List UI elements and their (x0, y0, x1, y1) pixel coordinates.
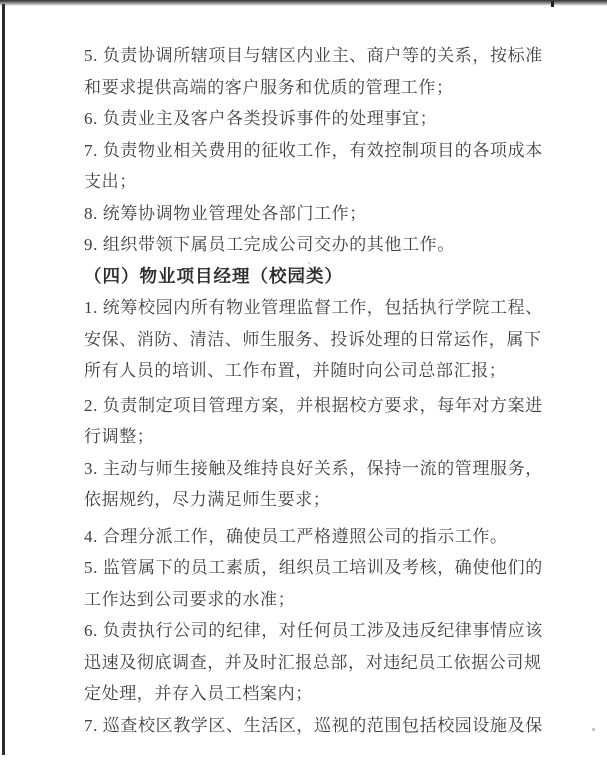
scan-left-edge-line (2, 4, 5, 755)
document-line: 7. 负责物业相关费用的征收工作，有效控制项目的各项成本 (84, 140, 543, 160)
document-line: 5. 监管属下的员工素质，组织员工培训及考核，确使他们的 (84, 558, 543, 577)
document-line: 所有人员的培训、工作布置，并随时向公司总部汇报； (84, 361, 507, 380)
scan-artifact (592, 728, 595, 731)
section-heading: （四）物业项目经理（校园类） (84, 265, 343, 286)
document-line: 定处理，并存入员工档案内； (84, 684, 313, 703)
document-line: 和要求提供高端的客户服务和优质的管理工作； (84, 77, 454, 97)
document-line: 支出； (84, 172, 137, 191)
scan-artifact (551, 1, 554, 7)
document-line: 依据规约，尽力满足师生要求； (84, 490, 331, 509)
document-line: 4. 合理分派工作，确使员工严格遵照公司的指示工作。 (84, 526, 508, 546)
document-line: 8. 统筹协调物业管理处各部门工作； (84, 203, 367, 223)
scan-top-edge (0, 0, 607, 6)
document-line: 3. 主动与师生接触及维持良好关系，保持一流的管理服务， (84, 458, 543, 478)
document-line: 5. 负责协调所辖项目与辖区内业主、商户等的关系，按标准 (84, 46, 543, 65)
document-line: 1. 统筹校园内所有物业管理监督工作，包括执行学院工程、 (84, 298, 543, 317)
document-line: 9. 组织带领下属员工完成公司交办的其他工作。 (84, 235, 455, 254)
document-line: 2. 负责制定项目管理方案，并根据校方要求，每年对方案进 (84, 395, 543, 415)
document-line: 工作达到公司要求的水准； (84, 589, 296, 609)
document-line: 行调整； (84, 427, 155, 446)
document-line: 6. 负责执行公司的纪律，对任何员工涉及违反纪律事情应该 (84, 621, 543, 640)
document-line: 迅速及彻底调查，并及时汇报总部，对违纪员工依据公司规 (84, 652, 542, 672)
document-line: 6. 负责业主及客户各类投诉事件的处理事宜； (84, 109, 438, 128)
document-text (84, 40, 559, 741)
document-line: 安保、消防、清洁、师生服务、投诉处理的日常运作，属下 (84, 329, 542, 349)
document-line: 7. 巡查校区教学区、生活区，巡视的范围包括校园设施及保 (84, 715, 543, 735)
